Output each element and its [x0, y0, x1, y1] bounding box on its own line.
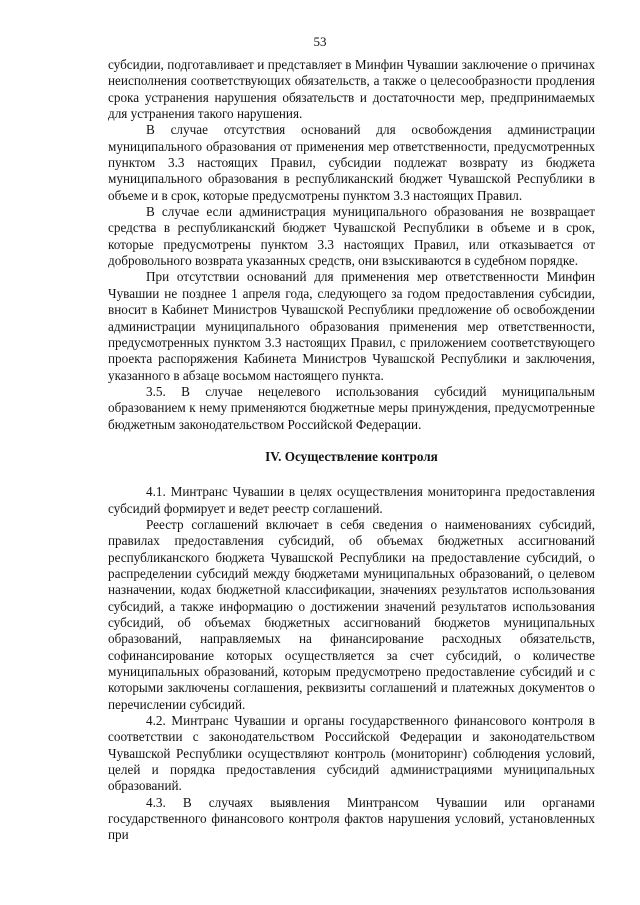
paragraph: Реестр соглашений включает в себя сведения о наименованиях субсидий, правилах предоставления субсидий, об объемах бюджетных ассигнований республиканского бюджета Чувашской Республики на предоставление субсидий, о распределении субсидий между бюджетами муниципальных образований, о целевом назначении, кодах бюджетной классификации, значениях результатов использования субсидий, а также информацию о достижении значений результатов использования субсидий, об объемах бюджетных ассигнований бюджетов муниципальных образований, направляемых на финансирование расходных обязательств, софинансирование которых осуществляется за счет субсидий, о количестве муниципальных образований, которым предусмотрено предоставление субсидий и с которыми заключены соглашения, реквизиты соглашений и платежных документов о перечислении субсидий. — [108, 516, 595, 712]
paragraph: субсидии, подготавливает и представляет в Минфин Чувашии заключение о причинах неисполнения соответствующих обязательств, а также о целесообразности продления срока устранения нарушения обязательств и достаточности мер, предпринимаемых для устранения такого нарушения. — [108, 57, 595, 122]
document-body — [108, 57, 595, 844]
section-heading: IV. Осуществление контроля — [265, 448, 438, 464]
page-number: 53 — [313, 34, 327, 49]
paragraph: В случае отсутствия оснований для освобождения администрации муниципального образования от применения мер ответственности, предусмотренных пунктом 3.3 настоящих Правил, субсидии подлежат возврату из бюджета муниципального образования в республиканский бюджет Чувашской Республики в объеме и в срок, которые предусмотрены пунктом 3.3 настоящих Правил. — [108, 122, 595, 203]
paragraph: 3.5. В случае нецелевого использования субсидий муниципальным образованием к нему применяются бюджетные меры принуждения, предусмотренные бюджетным законодательством Российской Федерации. — [108, 383, 595, 432]
paragraph: В случае если администрация муниципального образования не возвращает средства в республиканский бюджет Чувашской Республики в объеме и в срок, которые предусмотрены пунктом 3.3 настоящих Правил, или отказывается от добровольного возврата указанных средств, они взыскиваются в судебном порядке. — [108, 204, 595, 269]
paragraph: 4.1. Минтранс Чувашии в целях осуществления мониторинга предоставления субсидий формирует и ведет реестр соглашений. — [108, 484, 595, 516]
paragraph: 4.2. Минтранс Чувашии и органы государственного финансового контроля в соответствии с законодательством Российской Федерации и законодательством Чувашской Республики осуществляют контроль (мониторинг) соблюдения условий, целей и порядка предоставления субсидий администрациями муниципальных образований. — [108, 713, 595, 794]
paragraph: При отсутствии оснований для применения мер ответственности Минфин Чувашии не позднее 1 апреля года, следующего за годом предоставления субсидии, вносит в Кабинет Министров Чувашской Республики предложение об освобождении администрации муниципального образования применения мер ответственности, предусмотренных пунктом 3.3 настоящих Правил, с приложением соответствующего проекта распоряжения Кабинета Министров Чувашской Республики и заключения, указанного в абзаце восьмом настоящего пункта. — [108, 269, 595, 383]
paragraph: 4.3. В случаях выявления Минтрансом Чувашии или органами государственного финансового контроля фактов нарушения условий, установленных при — [108, 794, 595, 843]
